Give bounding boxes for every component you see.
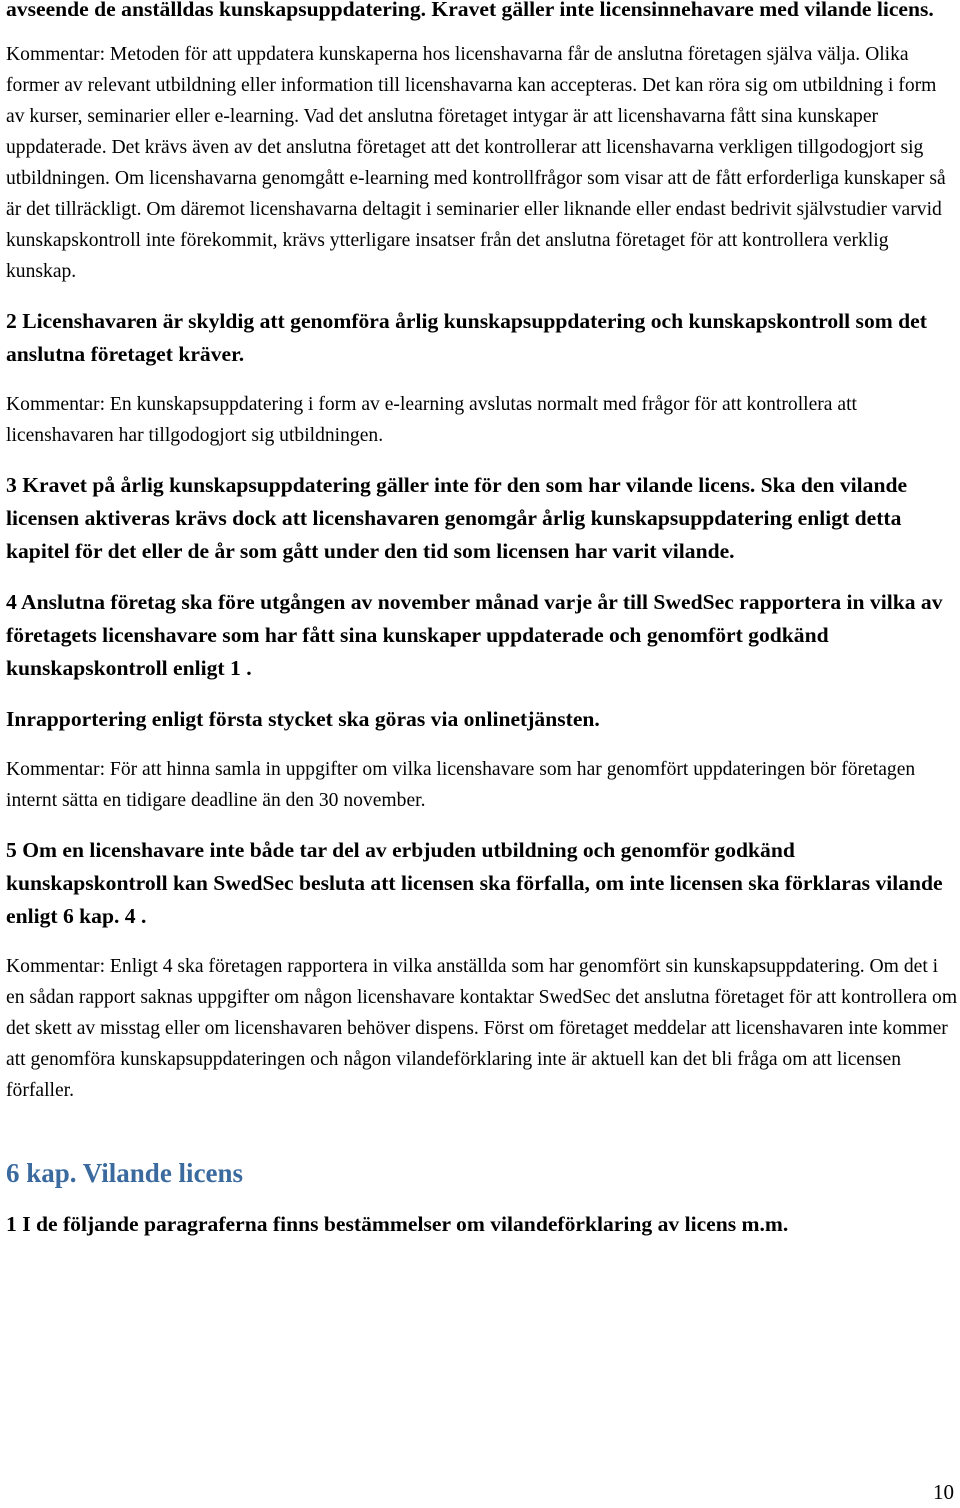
intro-paragraph-tail: avseende de anställdas kunskapsuppdatering. Kravet gäller inte licensinnehavare med vilande licens. xyxy=(6,0,934,21)
chapter-heading: 6 kap. Vilande licens xyxy=(6,1158,244,1188)
section-2-paragraph: 2 Licenshavaren är skyldig att genomföra årlig kunskapsuppdatering och kunskapskontroll som det anslutna företaget kräver. xyxy=(6,309,927,366)
section-4-reporting-paragraph: Inrapportering enligt första stycket ska göras via onlinetjänsten. xyxy=(6,707,600,731)
page-number: 10 xyxy=(933,1480,954,1504)
comment-paragraph-5: Kommentar: Enligt 4 ska företagen rapportera in vilka anställda som har genomfört sin kunskapsuppdatering. Om det i en sådan rapport saknas uppgifter om någon licenshavare kontaktar SwedSec det anslutna företaget för att kontrollera om det skett av misstag eller om licenshavaren behöver dispens. Först om företaget meddelar att licenshavaren inte kommer att genomföra kunskapsuppdateringen och någon vilandeförklaring inte är aktuell kan det bli fråga om att licensen förfaller. xyxy=(6,956,958,1101)
chapter-section-1-paragraph: 1 I de följande paragraferna finns bestämmelser om vilandeförklaring av licens m.m. xyxy=(6,1212,789,1236)
comment-paragraph-4: Kommentar: För att hinna samla in uppgifter om vilka licenshavare som har genomfört uppdateringen bör företagen internt sätta en tidigare deadline än den 30 november. xyxy=(6,759,916,811)
section-5-paragraph: 5 Om en licenshavare inte både tar del av erbjuden utbildning och genomför godkänd kunskapskontroll kan SwedSec besluta att licensen ska förfalla, om inte licensen ska förklaras vilande enligt 6 kap. 4 . xyxy=(6,838,943,928)
document-page xyxy=(6,0,958,1241)
section-3-paragraph: 3 Kravet på årlig kunskapsuppdatering gäller inte för den som har vilande licens. Ska den vilande licensen aktiveras krävs dock att licenshavaren genomgår årlig kunskapsuppdatering enligt detta kapitel för det eller de år som gått under den tid som licensen har varit vilande. xyxy=(6,473,908,563)
comment-paragraph-2: Kommentar: En kunskapsuppdatering i form av e-learning avslutas normalt med frågor för att kontrollera att licenshavaren har tillgodogjort sig utbildningen. xyxy=(6,394,857,446)
section-4-paragraph: 4 Anslutna företag ska före utgången av november månad varje år till SwedSec rapportera in vilka av företagets licenshavare som har fått sina kunskaper uppdaterade och genomfört godkänd kunskapskontroll enligt 1 . xyxy=(6,590,943,680)
comment-paragraph-1: Kommentar: Metoden för att uppdatera kunskaperna hos licenshavarna får de anslutna företagen själva välja. Olika former av relevant utbildning eller information till licenshavarna kan accepteras. Det kan röra sig om utbildning i form av kurser, seminarier eller e-learning. Vad det anslutna företaget intygar är att licenshavarna fått sina kunskaper uppdaterade. Det krävs även av det anslutna företaget att det kontrollerar att licenshavarna verkligen tillgodogjort sig utbildningen. Om licenshavarna genomgått e-learning med kontrollfrågor som visar att de fått erforderliga kunskaper så är det tillräckligt. Om däremot licenshavarna deltagit i seminarier eller liknande eller endast bedrivit självstudier varvid kunskapskontroll inte förekommit, krävs ytterligare insatser från det anslutna företaget för att kontrollera verklig kunskap. xyxy=(6,44,946,282)
